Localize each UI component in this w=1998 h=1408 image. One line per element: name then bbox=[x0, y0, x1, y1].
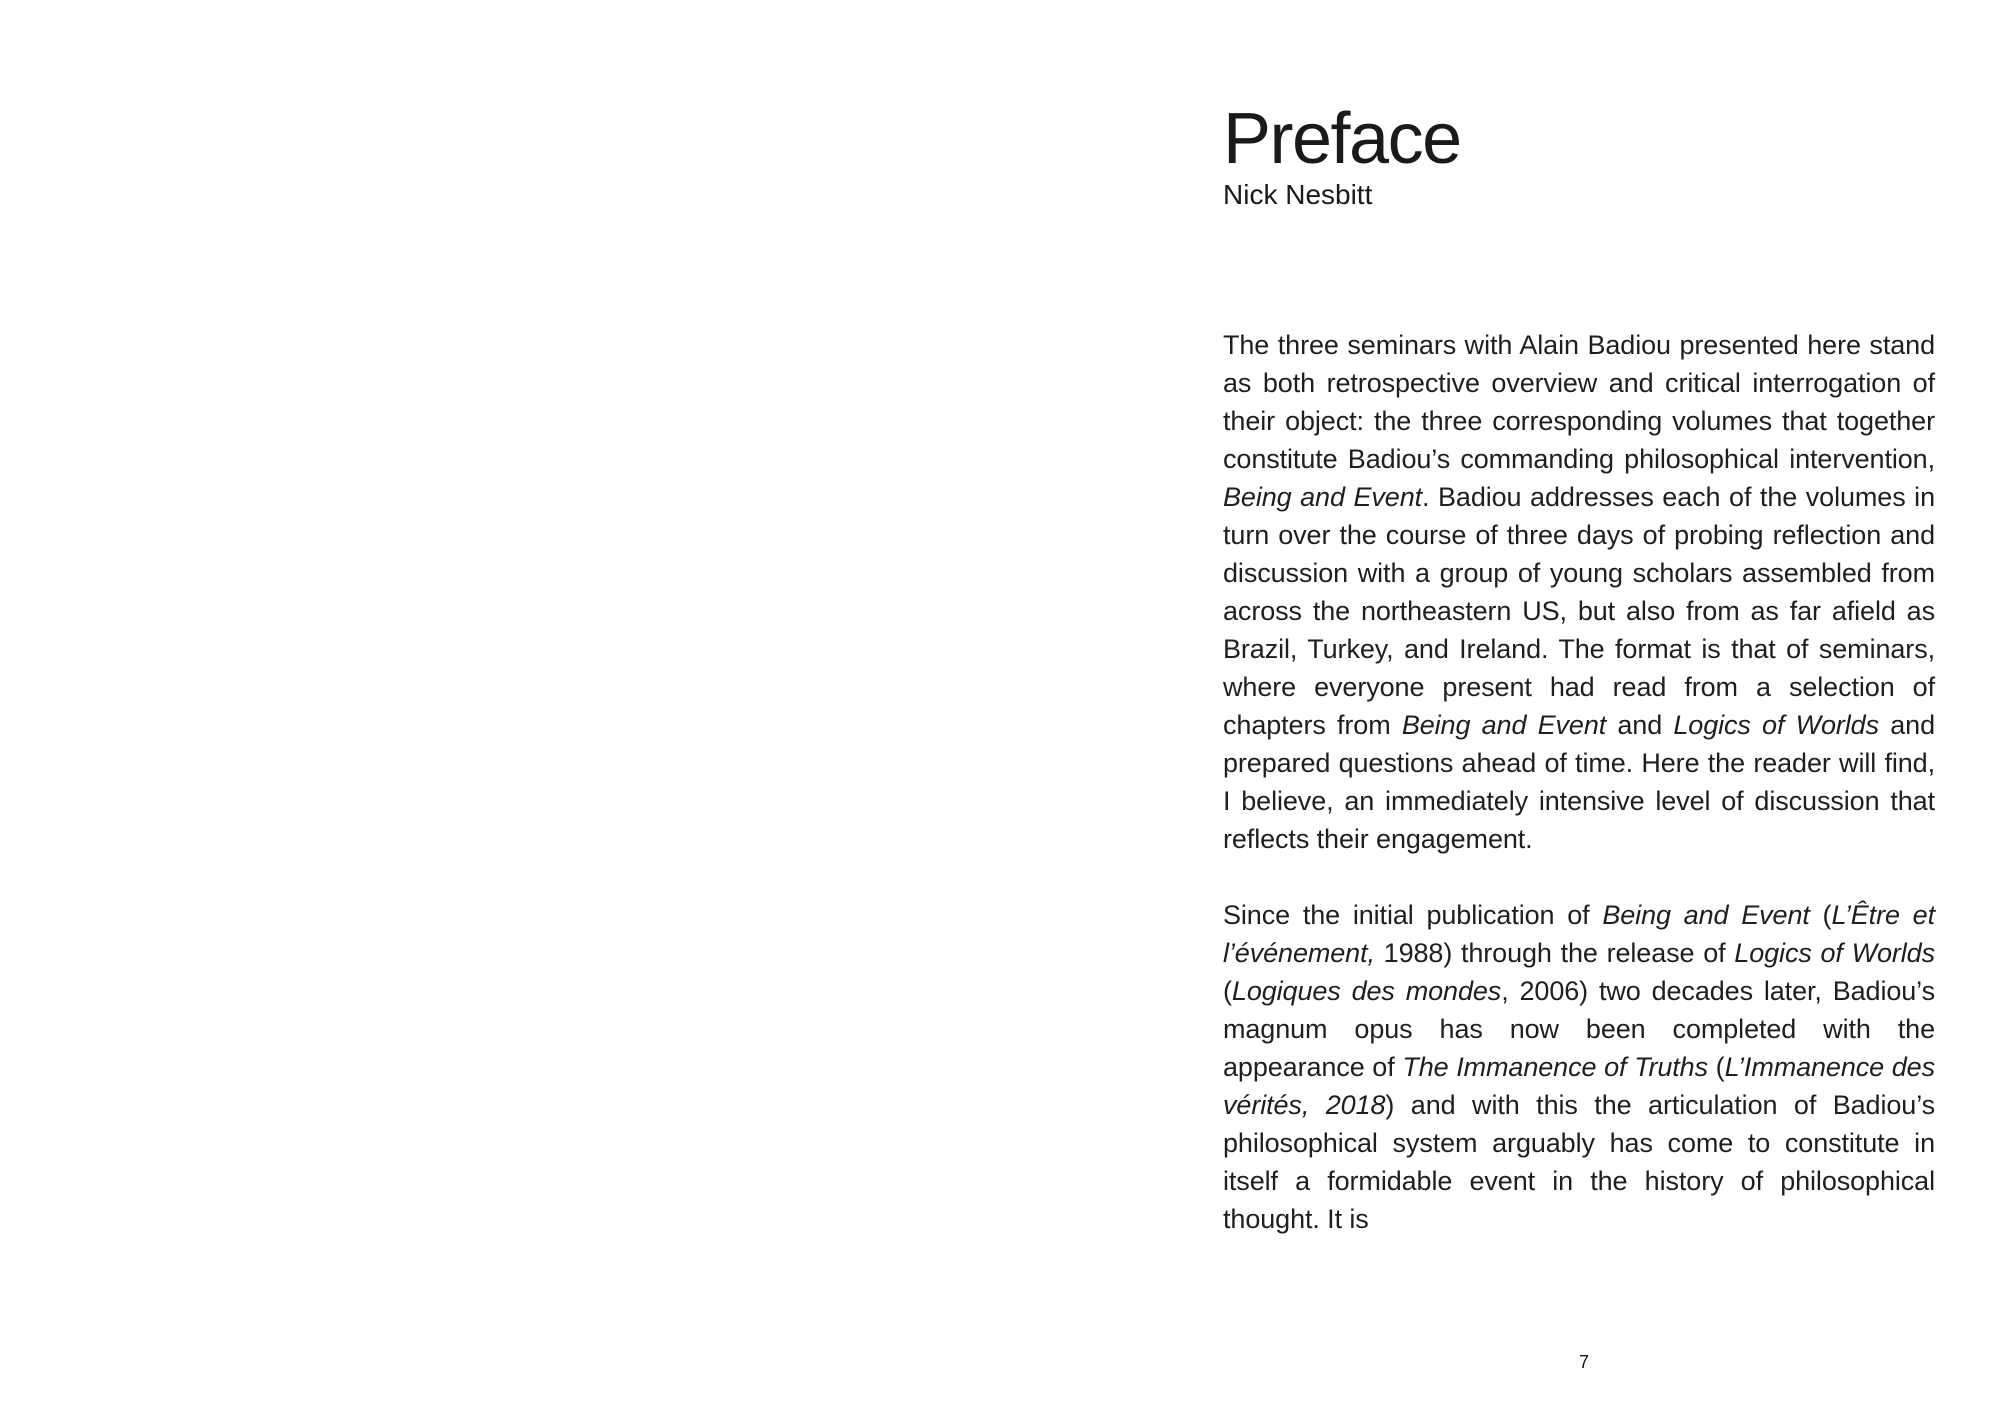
italic-title-run: Logics of Worlds bbox=[1673, 710, 1879, 740]
text-run: The three seminars with Alain Badiou presented here stand as both retrospective overview and critical interrogation of their object: the three corresponding volumes that together constitute Badiou’s commanding philosophical intervention, bbox=[1223, 330, 1935, 474]
text-run: , 2006) two decades later, Badiou’s magnum opus has now been completed with the appearance of bbox=[1223, 976, 1935, 1082]
italic-title-run: Logiques des mondes bbox=[1231, 976, 1502, 1006]
italic-title-run: The Immanence of Truths bbox=[1402, 1052, 1708, 1082]
text-run: . Badiou addresses each of the volumes in turn over the course of three days of probing reflection and discussion with a group of young scholars assembled from across the northeastern US, but also from as far afield as Brazil, Turkey, and Ireland. The format is that of seminars, where everyone present had read from a selection of chapters from bbox=[1223, 482, 1935, 740]
right-page bbox=[999, 0, 1998, 1408]
body-text bbox=[1223, 326, 1935, 1238]
text-run: Since the initial publication of bbox=[1223, 900, 1603, 930]
text-run: and bbox=[1606, 710, 1674, 740]
page-title: Preface bbox=[1223, 99, 1461, 179]
text-run: ( bbox=[1708, 1052, 1725, 1082]
text-run: ( bbox=[1809, 900, 1832, 930]
italic-title-run: Being and Event bbox=[1401, 710, 1607, 740]
text-run: and prepared questions ahead of time. Here the reader will find, I believe, an immediately intensive level of discussion that reflects their engagement. bbox=[1223, 710, 1935, 854]
italic-title-run: Being and Event bbox=[1602, 900, 1810, 930]
author-name: Nick Nesbitt bbox=[1223, 179, 1373, 210]
page-content bbox=[1223, 99, 1936, 1234]
italic-title-run: L’Immanence des vérités, 2018 bbox=[1223, 1052, 1936, 1120]
text-run: ( bbox=[1223, 976, 1232, 1006]
italic-title-run: L’Être et l’événement, bbox=[1223, 900, 1935, 968]
text-run: ) and with this the articulation of Badiou’s philosophical system arguably has come to constitute in itself a formidable event in the history of philosophical thought. It is bbox=[1223, 1090, 1936, 1234]
page-number: 7 bbox=[1578, 1352, 1589, 1372]
paragraph-2 bbox=[1223, 896, 1935, 1238]
italic-title-run: Being and Event bbox=[1223, 482, 1423, 512]
text-run: 1988) through the release of bbox=[1374, 938, 1735, 968]
paragraph-1 bbox=[1223, 326, 1935, 858]
italic-title-run: Logics of Worlds bbox=[1734, 938, 1935, 968]
